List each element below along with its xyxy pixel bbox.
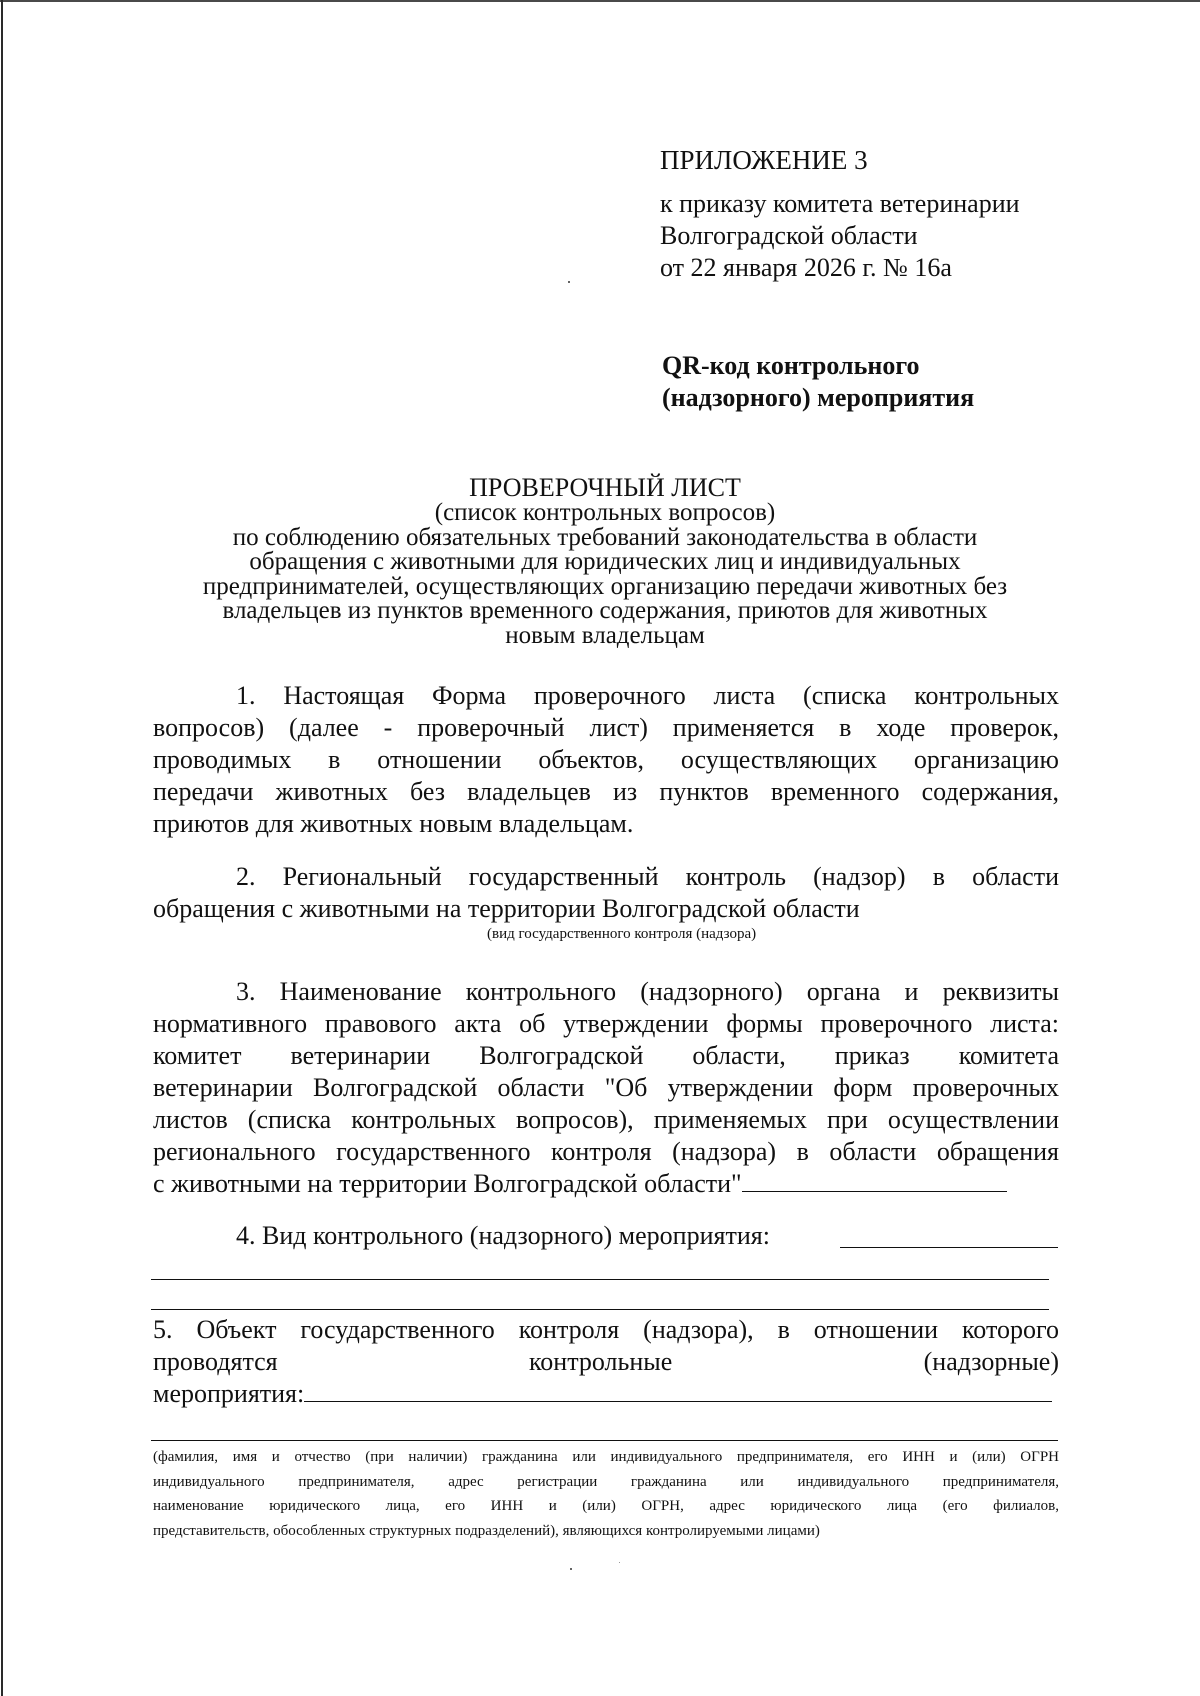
paragraph-line: вопросов) (далее - проверочный лист) применяется в ходе проверок, — [153, 713, 1059, 742]
appendix-line: от 22 января 2026 г. № 16а — [660, 253, 952, 282]
paragraph-4: 4. Вид контрольного (надзорного) мероприятия: — [236, 1221, 770, 1250]
paragraph-line: приютов для животных новым владельцам. — [153, 809, 634, 838]
paragraph-line-text: с животными на территории Волгоградской области" — [153, 1169, 742, 1198]
document-title-line: (список контрольных вопросов) — [434, 499, 776, 526]
fill-in-line[interactable] — [151, 1440, 1058, 1441]
scan-edge-top — [0, 0, 1200, 2]
paragraph-line: 3. Наименование контрольного (надзорного) органа и реквизиты — [236, 977, 1059, 1006]
scan-speck — [619, 1562, 620, 1563]
footnote-line: (фамилия, имя и отчество (при наличии) гражданина или индивидуального предпринимателя, его ИНН и (или) ОГРН — [153, 1449, 1059, 1465]
scan-speck — [568, 281, 570, 283]
footnote-line: наименование юридического лица, его ИНН и (или) ОГРН, адрес юридического лица (его филиалов, — [153, 1498, 1059, 1515]
scan-edge-left — [1, 0, 3, 1696]
footnote-line: индивидуального предпринимателя, адрес регистрации гражданина или индивидуального предпринимателя, — [153, 1473, 1059, 1490]
qr-code-label-line: (надзорного) мероприятия — [662, 383, 975, 412]
footnote — [153, 1445, 1059, 1543]
document-title-line: обращения с животными для юридических лиц и индивидуальных — [249, 548, 961, 575]
document-title-line: новым владельцам — [505, 621, 705, 649]
appendix-line: Волгоградской области — [660, 221, 918, 250]
appendix-header — [660, 144, 1080, 284]
paragraph-line: 2. Региональный государственный контроль (надзор) в области — [236, 862, 1059, 891]
document-title-main: ПРОВЕРОЧНЫЙ ЛИСТ — [469, 473, 741, 502]
paragraph-line: регионального государственного контроля (надзора) в области обращения — [153, 1137, 1059, 1166]
paragraph-line: комитет ветеринарии Волгоградской области, приказ комитета — [153, 1041, 1059, 1070]
paragraph-line: 1. Настоящая Форма проверочного листа (списка контрольных — [236, 681, 1059, 710]
paragraph-5 — [153, 1314, 1059, 1410]
document-title — [150, 474, 1060, 648]
paragraph-line — [153, 1168, 1059, 1200]
scan-speck — [570, 1568, 572, 1570]
fill-in-line[interactable] — [151, 1309, 1049, 1310]
fill-in-blank[interactable] — [742, 1169, 1007, 1192]
paragraph-line: листов (списка контрольных вопросов), применяемых при осуществлении — [153, 1105, 1059, 1134]
paragraph-line: проводимых в отношении объектов, осуществляющих организацию — [153, 745, 1059, 774]
paragraph-line — [153, 1378, 1059, 1410]
paragraph-line: ветеринарии Волгоградской области "Об утверждении форм проверочных — [153, 1073, 1059, 1102]
paragraph-3 — [153, 976, 1059, 1200]
paragraph-line: 5. Объект государственного контроля (надзора), в отношении которого — [153, 1315, 1059, 1344]
fill-in-blank[interactable] — [304, 1379, 1052, 1402]
paragraph-line: нормативного правового акта об утверждении формы проверочного листа: — [153, 1009, 1059, 1038]
fill-in-blank[interactable] — [840, 1247, 1058, 1248]
footnote-line: представительств, обособленных структурных подразделений), являющихся контролируемыми лицами) — [153, 1522, 820, 1539]
paragraph-1 — [153, 680, 1059, 840]
document-title-line: владельцев из пунктов временного содержания, приютов для животных — [222, 597, 988, 624]
control-type-caption: (вид государственного контроля (надзора) — [487, 926, 757, 942]
paragraph-line: проводятся контрольные (надзорные) — [153, 1347, 1059, 1376]
appendix-title: ПРИЛОЖЕНИЕ 3 — [660, 145, 868, 175]
paragraph-line: обращения с животными на территории Волгоградской области — [153, 894, 860, 923]
paragraph-2 — [153, 861, 1059, 925]
document-title-line: предпринимателей, осуществляющих организацию передачи животных без — [202, 572, 1008, 600]
qr-code-label-line: QR-код контрольного — [662, 351, 920, 380]
qr-code-label — [662, 350, 1082, 414]
paragraph-line: передачи животных без владельцев из пунктов временного содержания, — [153, 777, 1059, 806]
appendix-line: к приказу комитета ветеринарии — [660, 189, 1020, 218]
document-title-line: по соблюдению обязательных требований законодательства в области — [232, 523, 978, 551]
paragraph-line-text: мероприятия: — [153, 1379, 305, 1408]
fill-in-line[interactable] — [151, 1279, 1049, 1280]
